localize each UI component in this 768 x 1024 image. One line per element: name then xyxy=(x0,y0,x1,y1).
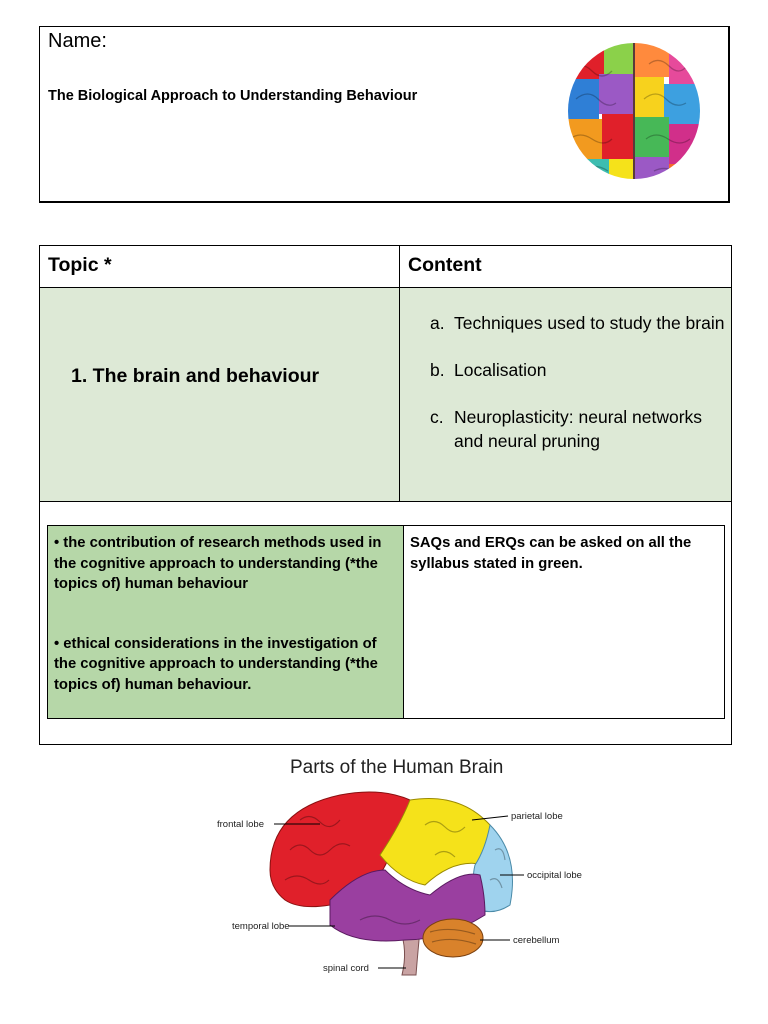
list-text: Techniques used to study the brain xyxy=(454,313,725,333)
notes-cell xyxy=(48,526,404,718)
name-label: Name: xyxy=(48,30,107,52)
colorful-brain-image xyxy=(564,39,704,189)
cerebellum-shape xyxy=(423,919,483,957)
topic-row xyxy=(40,288,731,502)
document-title: The Biological Approach to Understanding Behaviour xyxy=(48,88,418,104)
label-occipital-lobe: occipital lobe xyxy=(527,870,582,881)
list-item xyxy=(430,406,730,453)
label-cerebellum: cerebellum xyxy=(513,935,560,946)
content-cell xyxy=(400,288,731,501)
topic-title: 1. The brain and behaviour xyxy=(71,365,320,387)
list-text: Localisation xyxy=(454,360,547,380)
content-header: Content xyxy=(400,246,731,288)
topic-table xyxy=(39,245,732,745)
topic-cell xyxy=(40,288,400,501)
note-research-methods: • the contribution of research methods used in the cognitive approach to understanding (*the topics of) human behaviour xyxy=(54,535,382,592)
brain-diagram xyxy=(210,780,600,980)
topic-header: Topic * xyxy=(40,246,400,288)
list-item xyxy=(430,359,730,383)
notes-table xyxy=(47,525,725,719)
content-list xyxy=(430,312,730,477)
list-text: Neuroplasticity: neural networks and neural pruning xyxy=(454,407,703,451)
diagram-title: Parts of the Human Brain xyxy=(290,757,504,778)
label-spinal-cord: spinal cord xyxy=(323,963,369,974)
label-parietal-lobe: parietal lobe xyxy=(511,811,563,822)
header-box xyxy=(39,26,730,203)
note-ethical-considerations: • ethical considerations in the investigation of the cognitive approach to understanding (*the topics of) human behaviour. xyxy=(54,635,378,693)
side-note: SAQs and ERQs can be asked on all the syllabus stated in green. xyxy=(410,535,692,572)
label-frontal-lobe: frontal lobe xyxy=(217,819,265,830)
list-letter: a. xyxy=(430,313,445,333)
list-item xyxy=(430,312,730,336)
list-letter: b. xyxy=(430,360,445,380)
label-temporal-lobe: temporal lobe xyxy=(232,921,290,932)
list-letter: c. xyxy=(430,407,444,427)
